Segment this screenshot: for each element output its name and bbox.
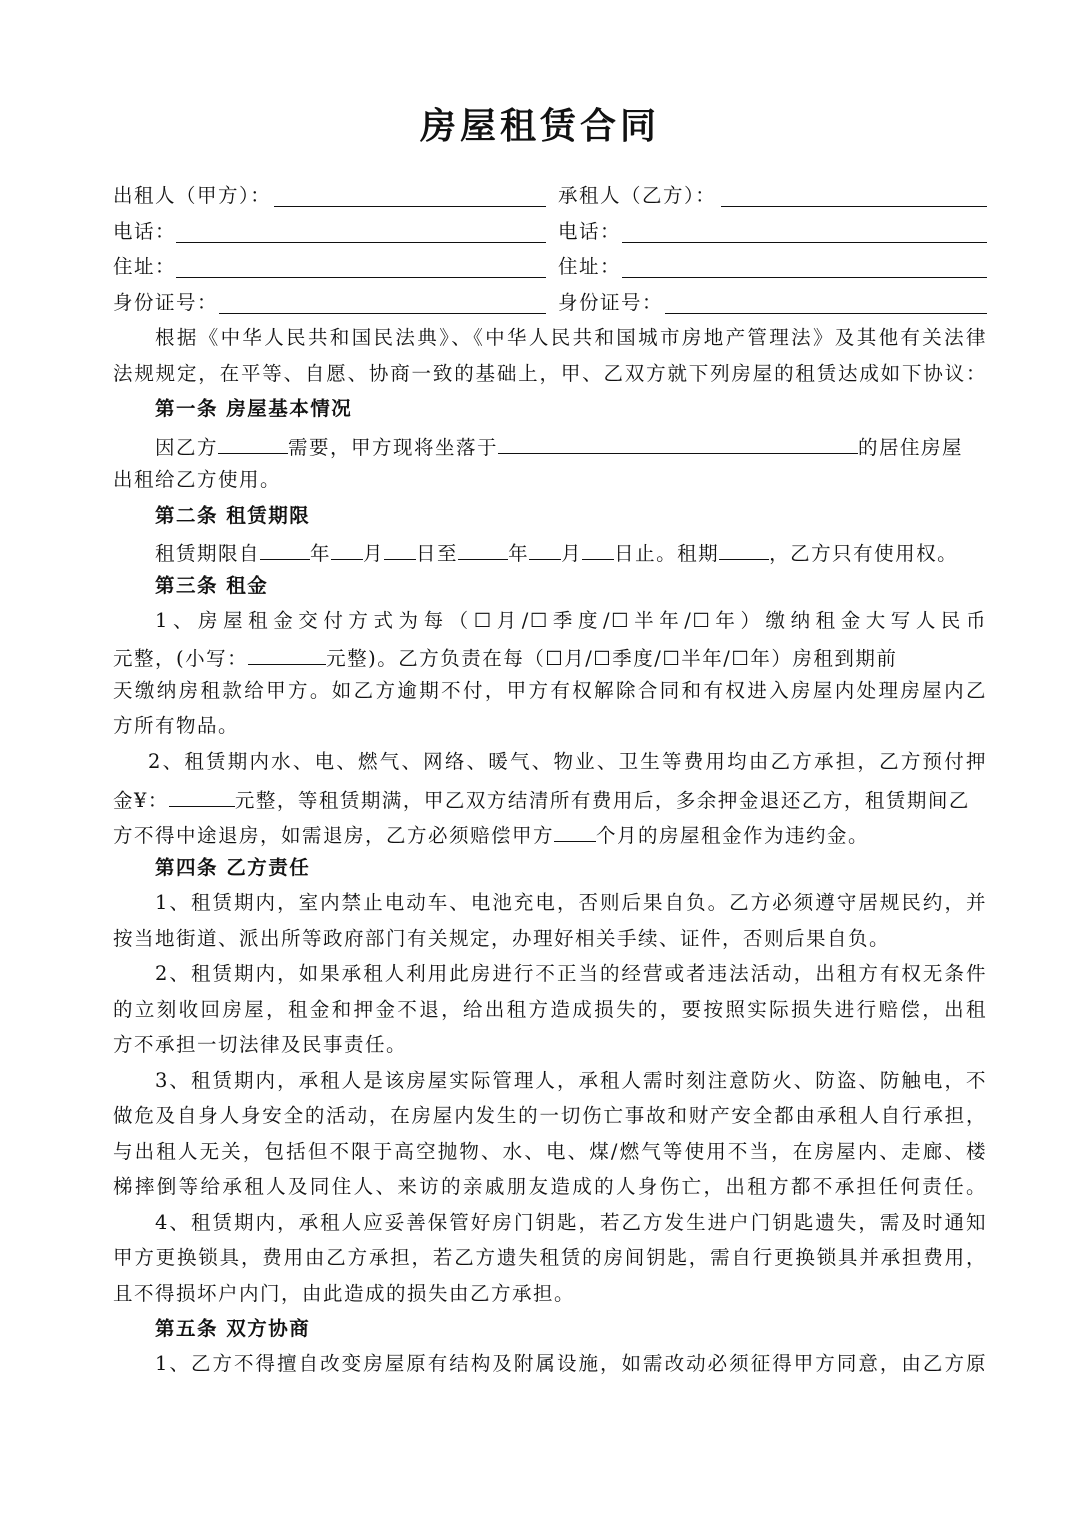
- article-4-p1-line-2: 按当地街道、派出所等政府部门有关规定，办理好相关手续、证件，否则后果自负。: [113, 927, 891, 950]
- lessee-blank[interactable]: [721, 206, 987, 207]
- lessee-id-blank[interactable]: [665, 313, 987, 314]
- article-4-heading: 第四条 乙方责任: [155, 856, 311, 879]
- penalty-months-blank[interactable]: [554, 819, 596, 842]
- preamble-line-1: 根据《中华人民共和国民法典》、《中华人民共和国城市房地产管理法》及其他有关法律: [155, 326, 987, 349]
- lessor-id-blank[interactable]: [219, 313, 546, 314]
- article-4-p3-line-3: 与出租人无关，包括但不限于高空抛物、水、电、煤/燃气等使用不当，在房屋内、走廊、楼: [113, 1140, 987, 1163]
- lessee-address-label: 住址：: [558, 255, 622, 278]
- rent-text-b: 元整)。乙方负责在每（☐月/☐季度/☐半年/☐年）房租到期前: [326, 647, 898, 670]
- article-2-heading: 第二条 租赁期限: [155, 504, 311, 527]
- month-label-2: 月: [561, 542, 583, 565]
- article-3-heading: 第三条 租金: [155, 574, 269, 597]
- article-1-heading: 第一条 房屋基本情况: [155, 397, 353, 420]
- article-1-text-1: 因乙方: [155, 436, 219, 459]
- article-3-p1-line-3: 天缴纳房租款给甲方。如乙方逾期不付，甲方有权解除合同和有权进入房屋内处理房屋内乙: [113, 679, 987, 702]
- article-4-p1-line-1: 1、租赁期内，室内禁止电动车、电池充电，否则后果自负。乙方必须遵守居规民约，并: [155, 891, 987, 914]
- article-2-line-1: [155, 537, 958, 568]
- article-3-p2-line-2: [113, 784, 970, 815]
- day-end-label: 日止。租期: [614, 542, 720, 565]
- lessor-blank[interactable]: [274, 206, 546, 207]
- article-4-p2-line-1: 2、租赁期内，如果承租人利用此房进行不正当的经营或者违法活动，出租方有权无条件: [155, 962, 987, 985]
- month-label: 月: [363, 542, 385, 565]
- document-title: 房屋租赁合同: [419, 105, 660, 147]
- purpose-blank[interactable]: [218, 431, 288, 454]
- day-to-label: 日至: [416, 542, 459, 565]
- article-1-line-2: 出租给乙方使用。: [113, 468, 282, 491]
- lessor-label: 出租人（甲方）：: [113, 184, 272, 207]
- end-day-blank[interactable]: [582, 537, 614, 560]
- lessor-address-blank[interactable]: [176, 277, 546, 278]
- article-1-text-2: 需要，甲方现将坐落于: [288, 436, 499, 459]
- lessee-id-label: 身份证号：: [558, 291, 664, 314]
- property-location-blank[interactable]: [498, 431, 858, 454]
- end-month-blank[interactable]: [529, 537, 561, 560]
- lessee-address-blank[interactable]: [622, 277, 987, 278]
- article-3-p1-line-2: [113, 642, 897, 673]
- lessee-phone-label: 电话：: [558, 220, 622, 243]
- lessee-phone-blank[interactable]: [622, 242, 987, 243]
- start-day-blank[interactable]: [384, 537, 416, 560]
- article-4-p3-line-2: 做危及自身人身安全的活动，在房屋内发生的一切伤亡事故和财产安全都由承租人自行承担，: [113, 1104, 987, 1127]
- article-4-p3-line-1: 3、租赁期内，承租人是该房屋实际管理人，承租人需时刻注意防火、防盗、防触电，不: [155, 1069, 987, 1092]
- deposit-text-b: 元整，等租赁期满，甲乙双方结清所有费用后，多余押金退还乙方，租赁期间乙: [234, 789, 970, 812]
- start-year-blank[interactable]: [260, 537, 310, 560]
- article-1-text-3: 的居住房屋: [858, 436, 964, 459]
- article-3-p2-line-3: [113, 819, 869, 850]
- article-3-p1-line-4: 方所有物品。: [113, 714, 240, 737]
- article-3-p2-line-1: 2、租赁期内水、电、燃气、网络、暖气、物业、卫生等费用均由乙方承担，乙方预付押: [148, 750, 987, 773]
- lessor-phone-blank[interactable]: [176, 242, 546, 243]
- lessor-phone-label: 电话：: [113, 220, 177, 243]
- article-5-heading: 第五条 双方协商: [155, 1317, 311, 1340]
- article-4-p4-line-2: 甲方更换锁具，费用由乙方承担，若乙方遗失租赁的房间钥匙，需自行更换锁具并承担费用，: [113, 1246, 987, 1269]
- year-label-2: 年: [508, 542, 530, 565]
- lessor-address-label: 住址：: [113, 255, 177, 278]
- article-4-p2-line-3: 方不承担一切法律及民事责任。: [113, 1033, 408, 1056]
- preamble-line-2: 法规规定，在平等、自愿、协商一致的基础上，甲、乙双方就下列房屋的租赁达成如下协议：: [113, 362, 987, 385]
- lessee-label: 承租人（乙方）：: [558, 184, 717, 207]
- start-month-blank[interactable]: [331, 537, 363, 560]
- article-4-p4-line-3: 且不得损坏户内门，由此造成的损失由乙方承担。: [113, 1282, 576, 1305]
- rent-text-a: 元整，(小写：: [113, 647, 249, 670]
- penalty-text-b: 个月的房屋租金作为违约金。: [596, 824, 870, 847]
- rent-amount-blank[interactable]: [248, 642, 326, 665]
- lease-term-text-end: ，乙方只有使用权。: [769, 542, 959, 565]
- lease-term-text-1: 租赁期限自: [155, 542, 261, 565]
- article-4-p2-line-2: 的立刻收回房屋，租金和押金不退，给出租方造成损失的，要按照实际损失进行赔偿，出租: [113, 998, 987, 1021]
- term-length-blank[interactable]: [719, 537, 769, 560]
- end-year-blank[interactable]: [458, 537, 508, 560]
- penalty-text-a: 方不得中途退房，如需退房，乙方必须赔偿甲方: [113, 824, 555, 847]
- article-4-p4-line-1: 4、租赁期内，承租人应妥善保管好房门钥匙，若乙方发生进户门钥匙遗失，需及时通知: [155, 1211, 987, 1234]
- deposit-amount-blank[interactable]: [169, 784, 235, 807]
- article-1-line-1: [155, 431, 963, 462]
- article-4-p3-line-4: 梯摔倒等给承租人及同住人、来访的亲戚朋友造成的人身伤亡，出租方都不承担任何责任。: [113, 1175, 987, 1198]
- article-3-p1-line-1: 1、房屋租金交付方式为每（☐月/☐季度/☐半年/☐年）缴纳租金大写人民币: [155, 609, 987, 632]
- deposit-text-a: 金¥：: [113, 789, 169, 812]
- year-label: 年: [310, 542, 332, 565]
- article-5-p1-line-1: 1、乙方不得擅自改变房屋原有结构及附属设施，如需改动必须征得甲方同意，由乙方原: [155, 1352, 987, 1375]
- lessor-id-label: 身份证号：: [113, 291, 219, 314]
